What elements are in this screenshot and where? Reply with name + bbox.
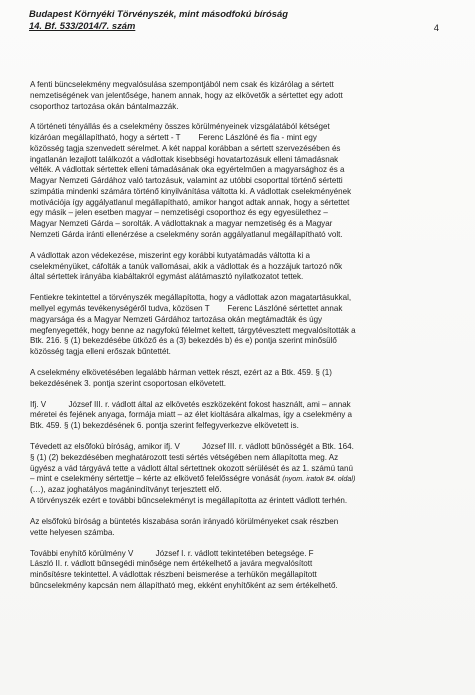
text-line: csoporthoz tartozása okán bántalmazzák.	[30, 101, 179, 111]
paragraph	[30, 80, 446, 112]
paragraph	[30, 400, 446, 432]
paragraph	[30, 442, 446, 507]
text-line: A cselekmény elkövetésében legalább hárman vettek részt, ezért az a Btk. 459. § (1)	[30, 368, 332, 377]
text-line: ingatlanán lezajlott találkozót a vádlottak kisebbségi hovatartozásuk elleni támadásnak	[30, 154, 339, 164]
text-line: További enyhítő körülmény V József I. r. vádlott tekintetében betegsége. F	[30, 548, 314, 558]
text-line: egy másik – jelen esetben magyar – nemzetiségi csoporthoz és egy egyesülethez –	[30, 208, 328, 218]
text-line: által sértettek irányába kiabáltakról egymást alátámasztó nyilatkozatot tettek.	[30, 272, 304, 282]
text-line: Ifj. V József III. r. vádlott által az elkövetés eszközeként fokost használt, ami – annak	[30, 399, 351, 409]
text-line: közösség tagja elleni erőszak bűntettét.	[30, 347, 171, 357]
text-line: méretei és fejének anyaga, formája miatt – az élet kioltására alkalmas, így a cselekmény a	[30, 410, 353, 420]
paragraph	[30, 517, 446, 539]
text-line: motivációja így aggályatlanul megállapítható, amikor hangot adtak annak, hogy a sértettet	[30, 197, 350, 207]
text-line: cselekményüket, cáfolták a tanúk vallomásai, akik a vádlottak és a hozzájuk tartozó nők	[30, 261, 343, 271]
text-line: kizáróan megállapítható, hogy a sértett - T Ferenc Lászlóné és fia - mint egy	[30, 133, 317, 143]
text-line: Nemzeti Gárda iránti ellenérzése a cselekmény során aggályatlanul megállapítható volt.	[30, 229, 343, 239]
text-line: (…), azaz joghatályos magánindítványt terjesztett elő.	[30, 485, 222, 495]
paragraph	[30, 293, 446, 358]
text-line: A törvényszék ezért e további bűncselekményt is megállapította az érintett vádlott terhén.	[30, 495, 348, 505]
text-line: Az elsőfokú bíróság a büntetés kiszabása során irányadó körülményeket csak részben	[30, 516, 339, 526]
text-line: A történeti tényállás és a cselekmény összes körülményeinek vizsgálatából kétséget	[30, 122, 330, 132]
paragraph	[30, 549, 446, 592]
text-line: ügyész a vád tárgyává tette a vádlott által sértettnek okozott sérülését és az 1. számú tanú	[30, 463, 353, 473]
text-line: Magyar Nemzeti Gárda – sorolták. A vádlottaknak a magyar nemzetiség és a Magyar	[30, 219, 333, 229]
text-line: Fentiekre tekintettel a törvényszék megállapította, hogy a vádlottak azon magatartásukkal,	[30, 293, 352, 303]
text-line: magyarsága és a Magyar Nemzeti Gárdához tartozása okán megtámadták és úgy	[30, 314, 323, 324]
document-header	[29, 8, 449, 32]
inline-note: (nyom. iratok 84. oldal)	[282, 474, 356, 484]
text-line: mellyel egymás tevékenységéről tudva, közösen T Ferenc Lászlóné sértettet annak	[30, 304, 343, 314]
text-line: bűncselekmény kapcsán nem állapítható meg, ekként enyhítőként az sem értékelhető.	[30, 580, 338, 590]
text-line: Btk. 216. § (1) bekezdésébe ütköző és a (3) bekezdés b) és e) pontja szerint minősülő	[30, 336, 337, 346]
text-line: Tévedett az elsőfokú bíróság, amikor ifj. V József III. r. vádlott bűnösségét a Btk. 164.	[30, 442, 354, 452]
text-line: szimpátia mindenki számára történő kinyilvánítása váltotta ki. A vádlottak cselekményének	[30, 186, 352, 196]
page-number: 4	[433, 22, 439, 33]
text-line: vette helyesen számba.	[30, 527, 115, 537]
text-line: minősítésre tekintettel. A vádlottak részbeni beismerése a terhükön megállapított	[30, 570, 317, 579]
paragraph	[30, 368, 446, 390]
text-line: – mint e cselekmény sértettje – kérte az elkövető felelősségre vonását (nyom. iratok 84. oldal)	[30, 474, 356, 484]
text-line: A fenti büncselekmény megvalósulása szempontjából nem csak és kizárólag a sértett	[30, 80, 334, 89]
text-line: vélték. A vádlottak sértettek elleni támadásának oka egyértelműen a magyarsághoz és a	[30, 165, 345, 175]
text-line: nemzetiségének van jelentősége, hanem annak, hogy az elkövetők a sértettet egy adott	[30, 90, 343, 100]
text-line: bekezdésének 3. pontja szerint csoportosan elkövetett.	[30, 378, 226, 388]
paragraph	[30, 251, 446, 283]
text-line: László II. r. vádlott bűnsegédi minősége nem értékelhető a javára megvalósított	[30, 559, 313, 569]
paragraph	[30, 122, 446, 240]
document-body	[30, 80, 446, 602]
text-line: megfenyegették, hogy benne az nagyfokú félelmet keltett, tárgytévesztett megvalósították a	[30, 325, 356, 335]
text-line: közösség tagja szenvedett sérelmet. A két nappal korábban a sértett szervezésében és	[30, 143, 341, 153]
case-number: 14. Bf. 533/2014/7. szám	[29, 20, 136, 31]
court-name: Budapest Környéki Törvényszék, mint másodfokú bíróság	[29, 8, 288, 19]
text-line: A vádlottak azon védekezése, miszerint egy korábbi kutyatámadás váltotta ki a	[30, 250, 311, 260]
text-line: § (1) (2) bekezdésében meghatározott testi sértés vétségében nem állapította meg. Az	[30, 452, 339, 462]
text-line: Btk. 459. § (1) bekezdésének 6. pontja szerint felfegyverkezve elkövetett is.	[30, 421, 299, 431]
text-line: Magyar Nemzeti Gárdához való tartozásuk, valamint az utóbbi csoporttal történő sértetti	[30, 176, 343, 186]
